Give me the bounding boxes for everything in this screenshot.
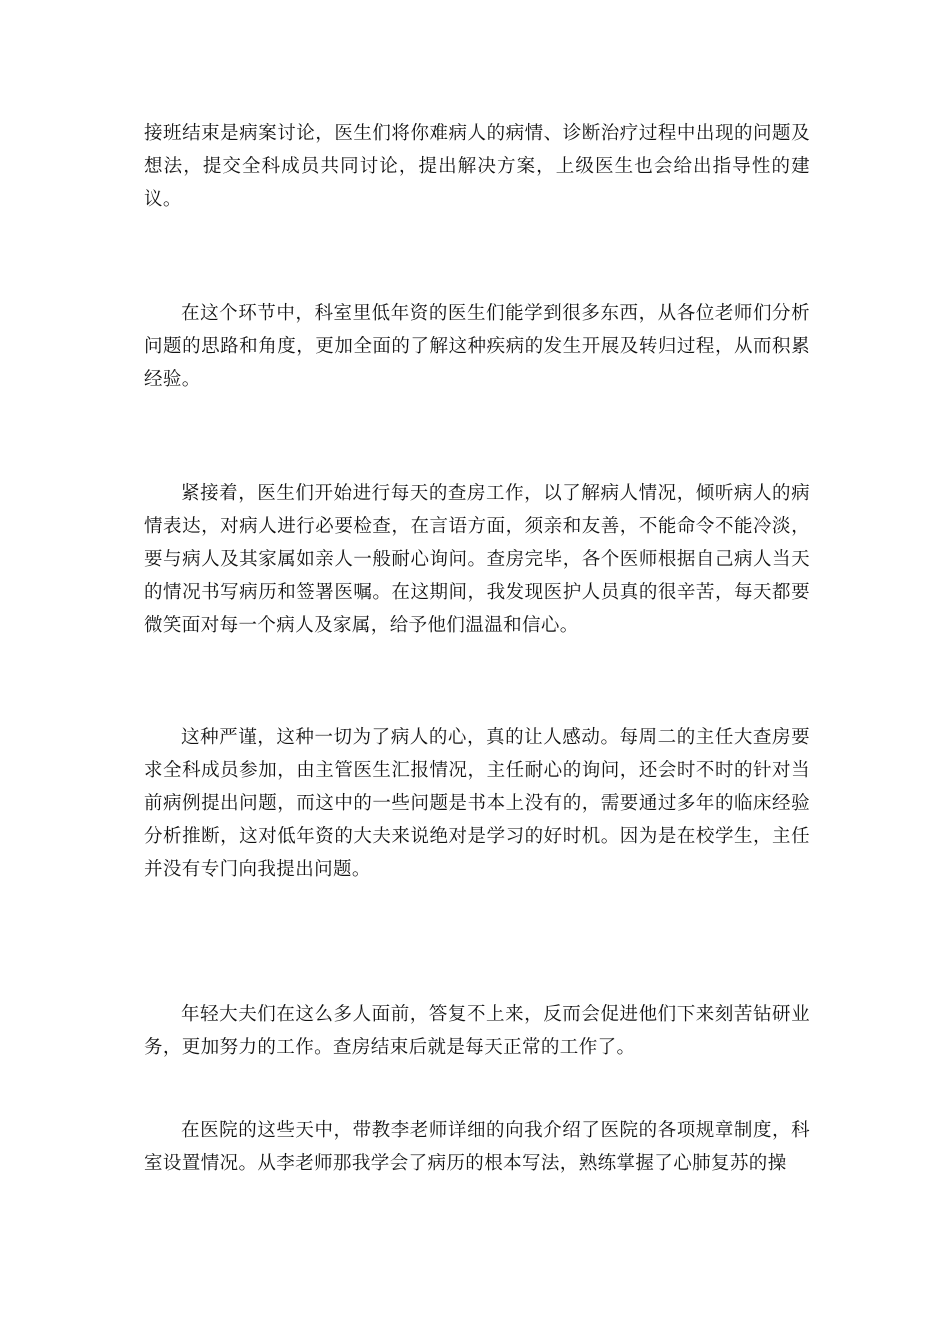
paragraph-director-rounds: 这种严谨，这种一切为了病人的心，真的让人感动。每周二的主任大查房要求全科成员参加，由主管医生汇报情况，主任耐心的询问，还会时不时的针对当前病例提出问题，而这中的一些问题是书本上没有的，需要通过多年的临床经验分析推断，这对低年资的大夫来说绝对是学习的好时机。因为是在校学生，主任并没有专门向我提出问题。 (144, 727, 810, 880)
paragraph-learning-experience: 在这个环节中，科室里低年资的医生们能学到很多东西，从各位老师们分析问题的思路和角度，更加全面的了解这种疾病的发生开展及转归过程，从而积累经验。 (144, 303, 810, 390)
paragraph-case-discussion: 接班结束是病案讨论，医生们将你难病人的病情、诊断治疗过程中出现的问题及想法，提交全科成员共同讨论，提出解决方案，上级医生也会给出指导性的建议。 (144, 123, 810, 210)
paragraph-hospital-introduction: 在医院的这些天中，带教李老师详细的向我介绍了医院的各项规章制度，科室设置情况。从李老师那我学会了病历的根本写法，熟练掌握了心肺复苏的操 (144, 1120, 810, 1174)
paragraph-ward-rounds: 紧接着，医生们开始进行每天的查房工作，以了解病人情况，倾听病人的病情表达，对病人进行必要检查，在言语方面，须亲和友善，不能命令不能冷淡，要与病人及其家属如亲人一般耐心询问。查房完毕，各个医师根据自己病人当天的情况书写病历和签署医嘱。在这期间，我发现医护人员真的很辛苦，每天都要微笑面对每一个病人及家属，给予他们温温和信心。 (144, 483, 810, 636)
paragraph-young-doctors: 年轻大夫们在这么多人面前，答复不上来，反而会促进他们下来刻苦钻研业务，更加努力的工作。查房结束后就是每天正常的工作了。 (144, 1004, 810, 1058)
